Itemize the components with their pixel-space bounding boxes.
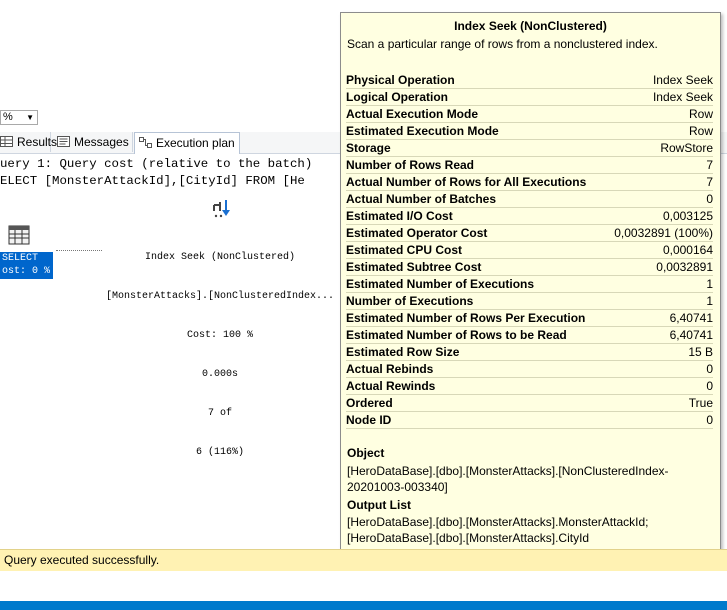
property-value: Row (688, 124, 713, 138)
property-value: RowStore (660, 141, 713, 155)
plan-connector (56, 250, 102, 252)
property-value: 0 (706, 192, 713, 206)
sql-statement-line: ELECT [MonsterAttackId],[CityId] FROM [He (0, 174, 305, 188)
property-value: 7 (706, 158, 713, 172)
tooltip-properties (346, 72, 713, 429)
tooltip-property-row (346, 106, 713, 123)
property-value: 0 (706, 413, 713, 427)
tooltip-property-row (346, 361, 713, 378)
tooltip-property-row (346, 276, 713, 293)
tooltip-property-row (346, 157, 713, 174)
tooltip-property-row (346, 191, 713, 208)
property-value: 6,40741 (669, 328, 713, 342)
tooltip-property-row (346, 89, 713, 106)
tab-results-label: Results (17, 135, 58, 149)
select-node-cost: ost: 0 % (2, 266, 51, 277)
property-name: Number of Executions (346, 294, 474, 308)
property-name: Estimated CPU Cost (346, 243, 463, 257)
property-value: 0 (706, 362, 713, 376)
status-text: Query executed successfully. (4, 553, 160, 567)
property-name: Estimated Subtree Cost (346, 260, 482, 274)
bottom-area (0, 571, 727, 602)
output-line-2: [HeroDataBase].[dbo].[MonsterAttacks].CityId (347, 531, 590, 545)
seek-node-time: 0.000s (201, 369, 238, 380)
tooltip-property-row (346, 242, 713, 259)
property-value: 7 (706, 175, 713, 189)
property-name: Actual Execution Mode (346, 107, 479, 121)
tooltip-property-row (346, 140, 713, 157)
object-line-1: [HeroDataBase].[dbo].[MonsterAttacks].[NonClusteredIndex- (347, 464, 669, 478)
index-seek-node-text[interactable] (100, 225, 340, 472)
property-value: 1 (706, 277, 713, 291)
property-name: Physical Operation (346, 73, 455, 87)
messages-icon (57, 133, 70, 144)
query-cost-line: uery 1: Query cost (relative to the batch) (0, 157, 313, 171)
operator-tooltip (340, 12, 721, 598)
tab-messages-label: Messages (74, 135, 129, 149)
tooltip-property-row (346, 293, 713, 310)
property-value: 15 B (688, 345, 713, 359)
property-name: Logical Operation (346, 90, 449, 104)
zoom-value: % (3, 111, 13, 123)
zoom-combo[interactable] (0, 110, 38, 125)
results-grid-icon (0, 133, 13, 144)
property-name: Estimated Row Size (346, 345, 460, 359)
tooltip-property-row (346, 395, 713, 412)
output-line-1: [HeroDataBase].[dbo].[MonsterAttacks].MonsterAttackId; (347, 515, 649, 529)
tooltip-property-row (346, 225, 713, 242)
property-value: 0,000164 (662, 243, 713, 257)
property-name: Actual Rebinds (346, 362, 434, 376)
property-value: 0,003125 (662, 209, 713, 223)
property-value: Index Seek (652, 73, 713, 87)
tab-execution-plan[interactable] (134, 132, 240, 154)
select-node-name: SELECT (2, 253, 39, 264)
property-name: Estimated Number of Rows to be Read (346, 328, 567, 342)
property-value: 0,0032891 (656, 260, 713, 274)
property-name: Actual Number of Batches (346, 192, 497, 206)
object-value (347, 463, 707, 495)
property-value: Row (688, 107, 713, 121)
tooltip-property-row (346, 310, 713, 327)
select-node-label[interactable] (0, 252, 53, 279)
property-value: True (688, 396, 713, 410)
tooltip-property-row (346, 412, 713, 429)
seek-node-title: Index Seek (NonClustered) (144, 252, 296, 263)
seek-node-cost: Cost: 100 % (186, 330, 253, 341)
property-value: 0 (706, 379, 713, 393)
seek-node-estimate: 6 (116%) (195, 447, 244, 458)
tooltip-description: Scan a particular range of rows from a nonclustered index. (347, 37, 658, 51)
property-name: Actual Rewinds (346, 379, 436, 393)
output-list-heading: Output List (347, 498, 411, 512)
tooltip-property-row (346, 259, 713, 276)
property-name: Number of Rows Read (346, 158, 475, 172)
property-name: Estimated Operator Cost (346, 226, 488, 240)
tooltip-property-row (346, 327, 713, 344)
tooltip-property-row (346, 344, 713, 361)
property-name: Estimated Number of Rows Per Execution (346, 311, 586, 325)
select-node-icon[interactable] (8, 224, 30, 246)
property-name: Estimated Number of Executions (346, 277, 535, 291)
tooltip-property-row (346, 378, 713, 395)
property-value: Index Seek (652, 90, 713, 104)
property-value: 0,0032891 (100%) (614, 226, 713, 240)
property-name: Ordered (346, 396, 393, 410)
property-name: Node ID (346, 413, 392, 427)
output-list-value (347, 514, 707, 546)
seek-node-object: [MonsterAttacks].[NonClusteredIndex... (105, 291, 335, 302)
tab-messages[interactable] (53, 132, 133, 152)
property-name: Estimated I/O Cost (346, 209, 453, 223)
property-name: Estimated Execution Mode (346, 124, 499, 138)
object-line-2: 20201003-003340] (347, 480, 448, 494)
property-value: 1 (706, 294, 713, 308)
tooltip-title: Index Seek (NonClustered) (454, 19, 607, 33)
tooltip-property-row (346, 72, 713, 89)
object-heading: Object (347, 446, 385, 460)
execution-plan-icon (139, 134, 152, 145)
tooltip-property-row (346, 208, 713, 225)
property-value: 6,40741 (669, 311, 713, 325)
property-name: Actual Number of Rows for All Executions (346, 175, 587, 189)
tooltip-property-row (346, 123, 713, 140)
tab-execution-plan-label: Execution plan (156, 136, 235, 150)
index-seek-icon[interactable] (211, 197, 233, 221)
chevron-down-icon[interactable]: ▼ (26, 113, 34, 122)
tab-results[interactable] (0, 132, 58, 152)
property-name: Storage (346, 141, 391, 155)
seek-node-rows: 7 of (207, 408, 232, 419)
tooltip-property-row (346, 174, 713, 191)
app-status-strip (0, 601, 727, 610)
